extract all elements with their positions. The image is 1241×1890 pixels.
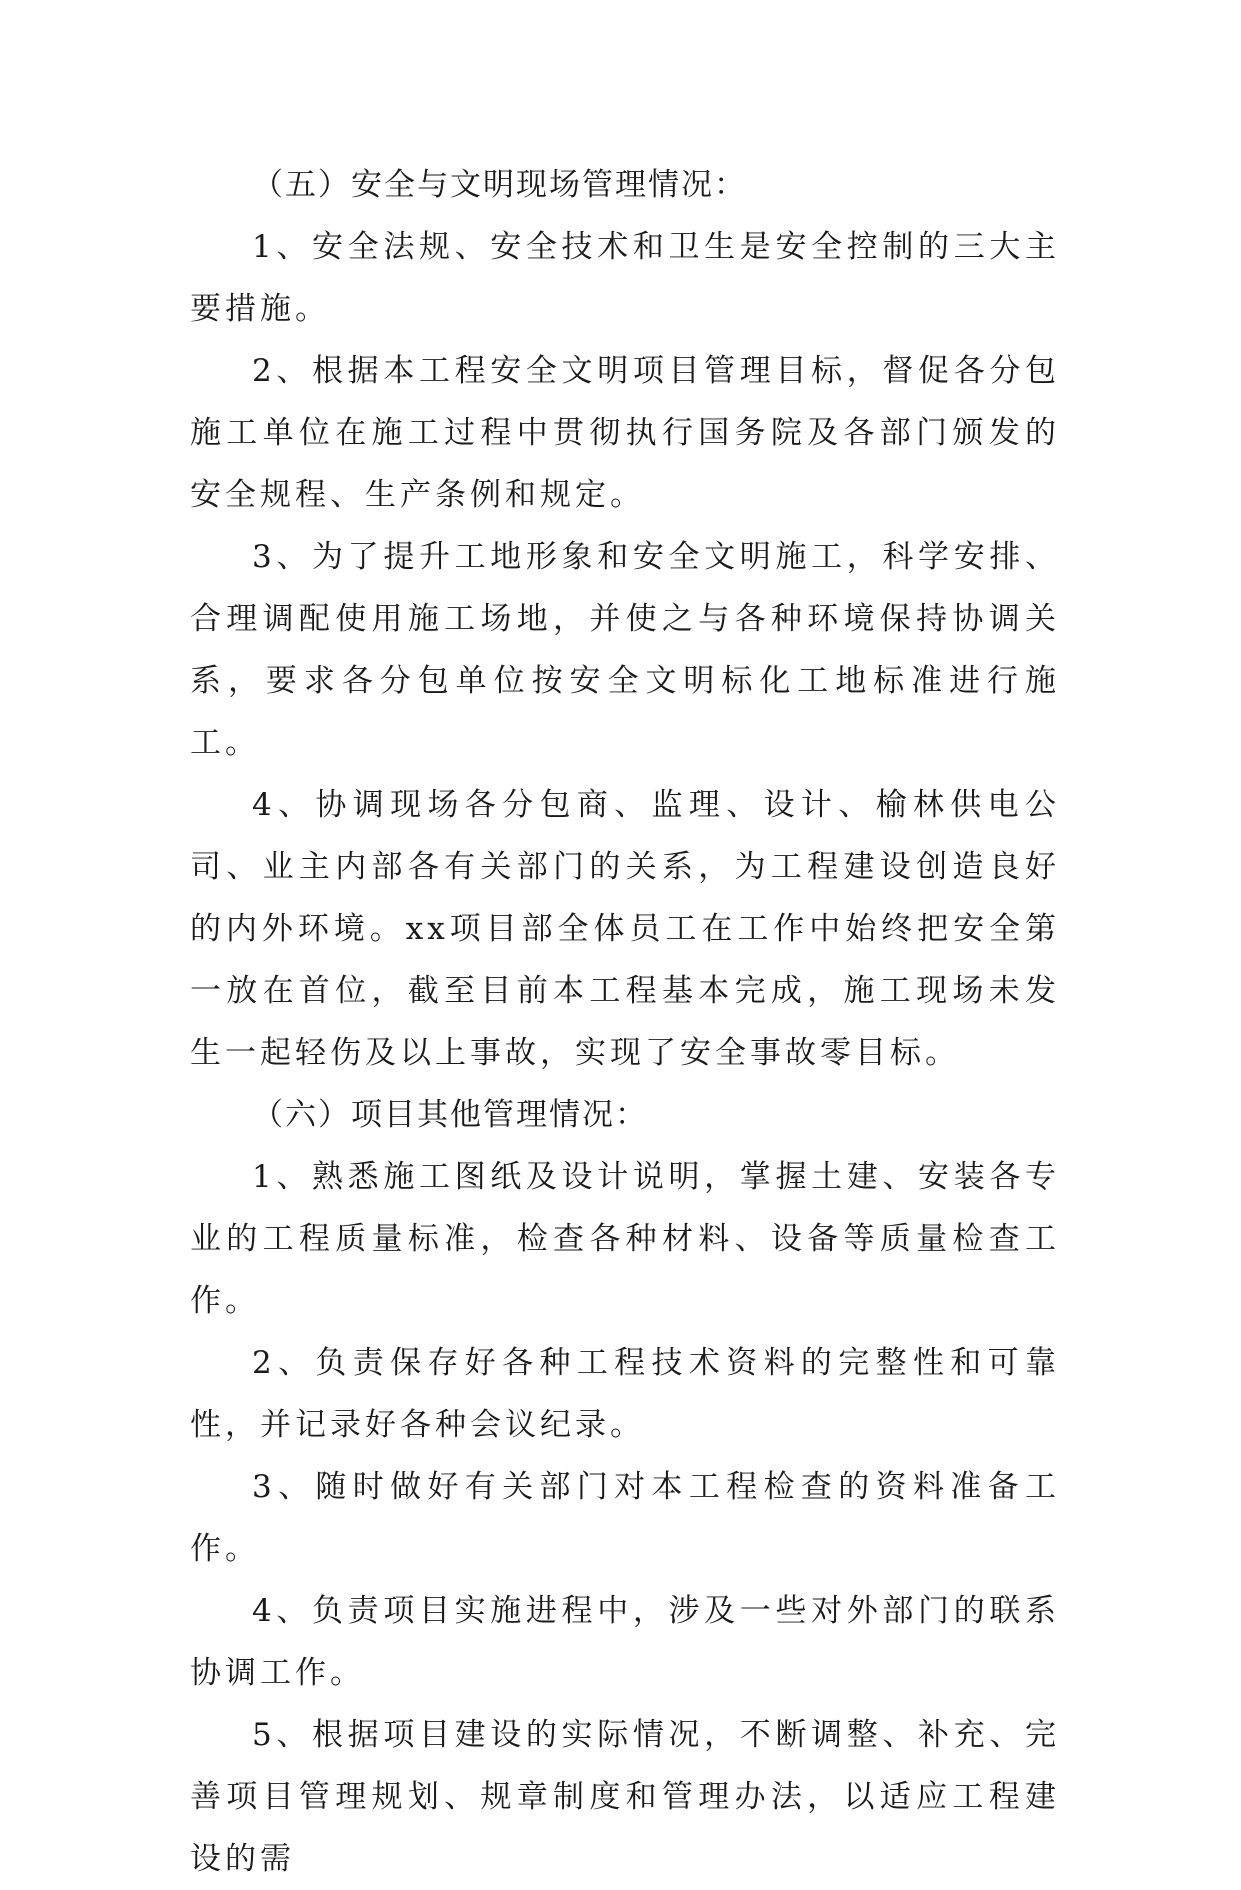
paragraph: 3、为了提升工地形象和安全文明施工，科学安排、合理调配使用施工场地，并使之与各种环境保持协调关系，要求各分包单位按安全文明标化工地标准进行施工。 xyxy=(190,539,1060,761)
paragraph: 4、协调现场各分包商、监理、设计、榆林供电公司、业主内部各有关部门的关系，为工程建设创造良好的内外环境。xx项目部全体员工在工作中始终把安全第一放在首位，截至目前本工程基本完成，施工现场未发生一起轻伤及以上事故，实现了安全事故零目标。 xyxy=(190,787,1060,1071)
paragraph: 2、根据本工程安全文明项目管理目标，督促各分包施工单位在施工过程中贯彻执行国务院及各部门颁发的安全规程、生产条例和规定。 xyxy=(190,353,1060,513)
document-body xyxy=(190,154,1060,1890)
paragraph: 1、熟悉施工图纸及设计说明，掌握土建、安装各专业的工程质量标准，检查各种材料、设备等质量检查工作。 xyxy=(190,1159,1060,1319)
section-heading: （五）安全与文明现场管理情况： xyxy=(252,167,747,203)
section-heading: （六）项目其他管理情况： xyxy=(252,1097,648,1133)
paragraph: 3、随时做好有关部门对本工程检查的资料准备工作。 xyxy=(190,1469,1060,1567)
paragraph: 1、安全法规、安全技术和卫生是安全控制的三大主要措施。 xyxy=(190,229,1060,327)
paragraph: 5、根据项目建设的实际情况，不断调整、补充、完善项目管理规划、规章制度和管理办法，以适应工程建设的需 xyxy=(190,1717,1060,1877)
paragraph: 4、负责项目实施进程中，涉及一些对外部门的联系协调工作。 xyxy=(190,1593,1060,1691)
paragraph: 2、负责保存好各种工程技术资料的完整性和可靠性，并记录好各种会议纪录。 xyxy=(190,1345,1060,1443)
